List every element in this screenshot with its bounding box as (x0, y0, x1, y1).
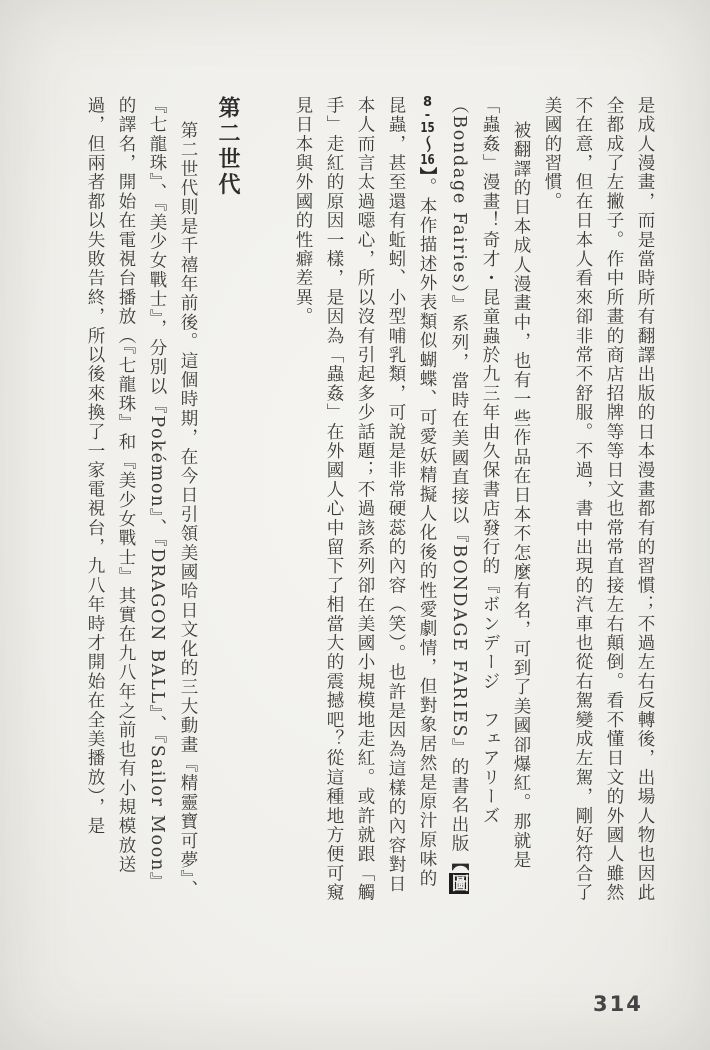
paragraph-bondage-fairies (287, 96, 536, 904)
figure-number-start: 8 (422, 96, 433, 109)
figure-number-tilde: ～ (417, 135, 437, 155)
paragraph-bondage-text-after: 。本作描述外表類似蝴蝶、可愛妖精擬人化後的性愛劇情，但對象居然是原汁原味的昆蟲，甚至還有蚯蚓、小型哺乳類，可說是非常硬蕊的內容（笑）。也許是因為這樣的內容對日本人而言太過噁心，所以沒有引起多少話題；不過該系列卻在美國小規模地走紅。或許就跟「觸手」走紅的原因一樣，是因為「蟲姦」在外國人心中留下了相當大的震撼吧？從這種地方便可窺見日本與外國的性癖差異。 (293, 96, 437, 903)
paragraph-continuation: 是成人漫畫，而是當時所有翻譯出版的日本漫畫都有的習慣；不過左右反轉後，出場人物也因此全都成了左撇子。作中所畫的商店招牌等等日文也常常直接左右顛倒。看不懂日文的外國人雖然不在意，但在日本人看來卻非常不舒服。不過，書中出現的汽車也從右駕變成左駕，剛好符合了美國的習慣。 (542, 96, 655, 903)
figure-label-inverted: 圖 (449, 873, 469, 893)
figure-number-mid: 15 (420, 122, 435, 135)
page-number: 314 (593, 992, 643, 1016)
figure-ref-close-bracket: 】 (417, 167, 437, 178)
paragraph-bondage-text-before: 被翻譯的日本成人漫畫中，也有一些作品在日本不怎麼有名，可到了美國卻爆紅。那就是「蟲姦」漫畫！奇才・昆童蟲於九三年由久保書店發行的『ボンデージ フェアリーズ（Bondage Fairies）』系列，當時在美國直接以『BONDAGE FARIES』的書名出版 (449, 96, 531, 870)
figure-number-end: 16 (420, 154, 435, 168)
figure-ref-open-bracket: 【 (449, 853, 469, 873)
section-heading: 第二世代 (215, 96, 240, 198)
paragraph-second-generation: 第二世代則是千禧年前後。這個時期，在今日引領美國哈日文化的三大動畫『精靈寶可夢』、『七龍珠』、『美少女戰士』，分別以『Pokémon』、『DRAGON BALL』、『Sailor Moon』的譯名，開始在電視台播放（『七龍珠』和『美少女戰士』其實在九八年之前也有小規模放送過，但兩者都以失敗告終，所以後來換了一家電視台，九八年時才開始在全美播放），是 (85, 96, 198, 899)
vertical-text-block (80, 96, 660, 904)
figure-number-dash: - (424, 109, 431, 122)
